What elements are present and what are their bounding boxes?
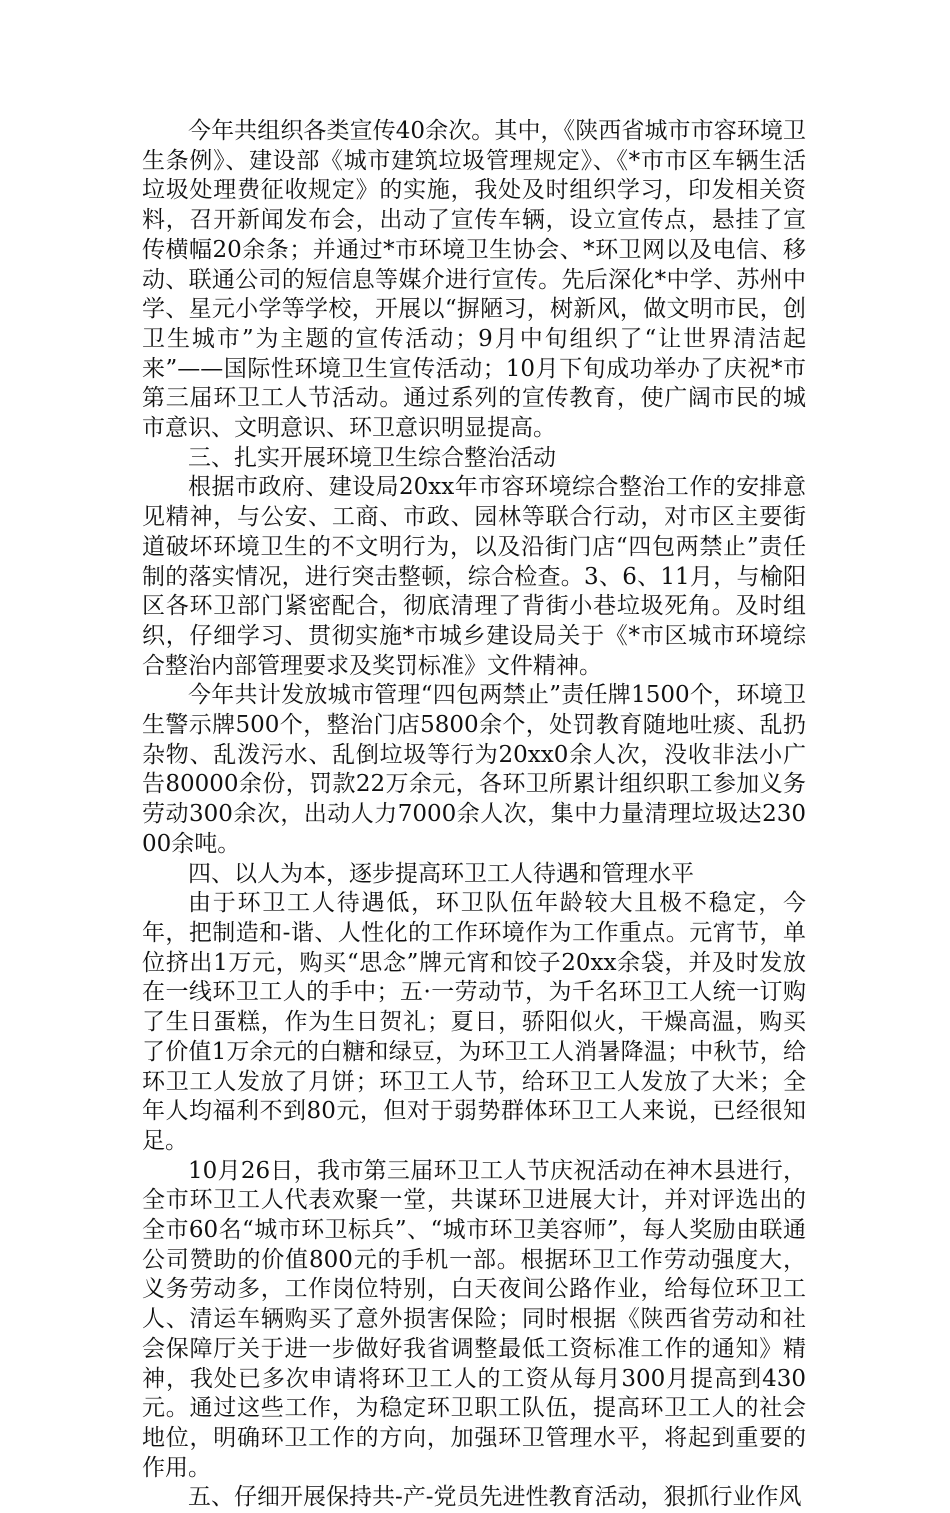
- section-heading-3: 三、扎实开展环境卫生综合整治活动: [188, 444, 556, 471]
- paragraph-workers-day: 10月26日，我市第三届环卫工人节庆祝活动在神木县进行，全市环卫工人代表欢聚一堂，共谋环卫进展大计，并对评选出的全市60名“城市环卫标兵”、“城市环卫美容师”，每人奖励由联通公司赞助的价值800元的手机一部。根据环卫工作劳动强度大，义务劳动多，工作岗位特别，白天夜间公路作业，给每位环卫工人、清运车辆购买了意外损害保险；同时根据《陕西省劳动和社会保障厅关于进一步做好我省调整最低工资标准工作的通知》精神，我处已多次申请将环卫工人的工资从每月300月提高到430元。通过这些工作，为稳定环卫职工队伍，提高环卫工人的社会地位，明确环卫工作的方向，加强环卫管理水平，将起到重要的作用。: [142, 1157, 806, 1481]
- section-heading-5: 五、仔细开展保持共-产-党员先进性教育活动，狠抓行业作风: [188, 1484, 802, 1511]
- paragraph-publicity: 今年共组织各类宣传40余次。其中，《陕西省城市市容环境卫生条例》、建设部《城市建筑垃圾管理规定》、《*市市区车辆生活垃圾处理费征收规定》的实施，我处及时组织学习，印发相关资料，召开新闻发布会，出动了宣传车辆，设立宣传点，悬挂了宣传横幅20余条；并通过*市环境卫生协会、*环卫网以及电信、移动、联通公司的短信息等媒介进行宣传。先后深化*中学、苏州中学、星元小学等学校，开展以“摒陋习，树新风，做文明市民，创卫生城市”为主题的宣传活动；9月中旬组织了“让世界清洁起来”——国际性环境卫生宣传活动；10月下旬成功举办了庆祝*市第三届环卫工人节活动。通过系列的宣传教育，使广阔市民的城市意识、文明意识、环卫意识明显提高。: [142, 118, 806, 442]
- paragraph-rectification: 根据市政府、建设局20xx年市容环境综合整治工作的安排意见精神，与公安、工商、市政、园林等联合行动，对市区主要街道破坏环境卫生的不文明行为，以及沿街门店“四包两禁止”责任制的落实情况，进行突击整顿，综合检查。3、6、11月，与榆阳区各环卫部门紧密配合，彻底清理了背街小巷垃圾死角。及时组织，仔细学习、贯彻实施*市城乡建设局关于《*市区城市环境综合整治内部管理要求及奖罚标准》文件精神。: [142, 474, 806, 679]
- document-body: [142, 117, 806, 1513]
- paragraph-worker-welfare: 由于环卫工人待遇低，环卫队伍年龄较大且极不稳定，今年，把制造和-谐、人性化的工作环境作为工作重点。元宵节，单位挤出1万元，购买“思念”牌元宵和饺子20xx余袋，并及时发放在一线环卫工人的手中；五·一劳动节，为千名环卫工人统一订购了生日蛋糕，作为生日贺礼；夏日，骄阳似火，干燥高温，购买了价值1万余元的白糖和绿豆，为环卫工人消暑降温；中秋节，给环卫工人发放了月饼；环卫工人节，给环卫工人发放了大米；全年人均福利不到80元，但对于弱势群体环卫工人来说，已经很知足。: [142, 890, 806, 1154]
- paragraph-statistics: 今年共计发放城市管理“四包两禁止”责任牌1500个，环境卫生警示牌500个，整治门店5800余个，处罚教育随地吐痰、乱扔杂物、乱泼污水、乱倒垃圾等行为20xx0余人次，没收非法小广告80000余份，罚款22万余元，各环卫所累计组织职工参加义务劳动300余次，出动人力7000余人次，集中力量清理垃圾达23000余吨。: [142, 682, 806, 857]
- section-heading-4: 四、以人为本，逐步提高环卫工人待遇和管理水平: [188, 860, 694, 887]
